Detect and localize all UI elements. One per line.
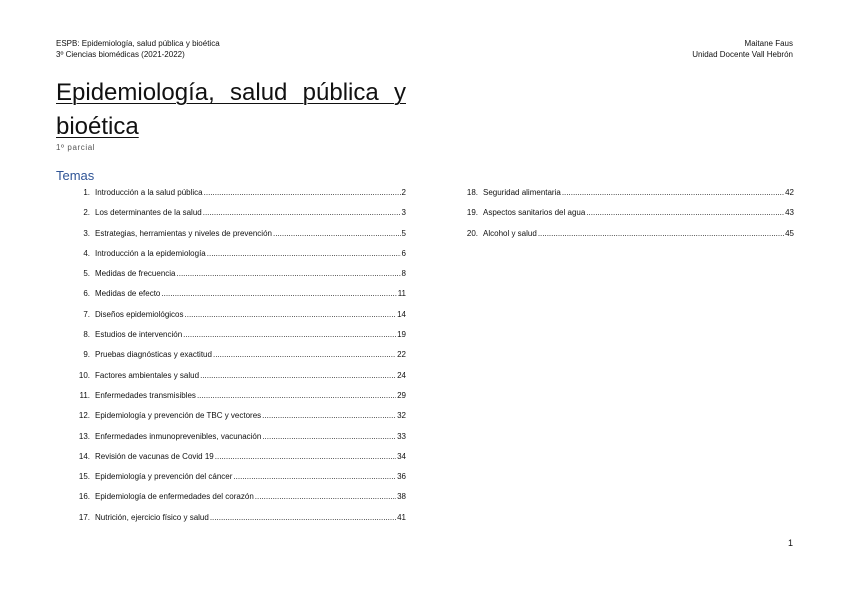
toc-leader-dots [200,370,396,381]
toc-entry-number: 17. [78,512,90,522]
toc-entry-number: 10. [78,370,90,380]
toc-entry-label: Alcohol y salud [483,228,537,238]
toc-entry[interactable] [70,309,406,329]
section-title: Temas [56,168,95,183]
header-right [692,38,793,60]
toc-entry[interactable] [70,471,406,491]
toc-entry-label: Enfermedades inmunoprevenibles, vacunación [95,431,262,441]
toc-entry-label: Introducción a la epidemiología [95,248,206,258]
toc-entry[interactable] [70,512,406,532]
toc-entry-number: 8. [83,330,90,340]
toc-entry[interactable] [70,248,406,268]
toc-entry-page: 29 [397,390,406,400]
toc-leader-dots [562,187,784,198]
toc-entry-label: Pruebas diagnósticas y exactitud [95,350,212,360]
toc-entry-label: Nutrición, ejercicio físico y salud [95,512,209,522]
toc-entry-label: Epidemiología de enfermedades del corazón [95,492,254,502]
toc-entry[interactable] [70,207,406,227]
toc-entry-number: 2. [83,208,90,218]
toc-entry-page: 6 [401,248,406,258]
toc-leader-dots [210,512,396,523]
toc-leader-dots [203,207,401,218]
toc-leader-dots [538,228,784,239]
toc-entry[interactable] [70,288,406,308]
toc-entry-page: 24 [397,370,406,380]
course-year: 3º Ciencias biomédicas (2021-2022) [56,50,185,59]
toc-entry-page: 2 [401,188,406,197]
toc-leader-dots [262,410,396,421]
toc-entry-label: Diseños epidemiológicos [95,309,184,319]
toc-leader-dots [197,390,396,401]
toc-entry-number: 6. [83,289,90,299]
toc-leader-dots [233,471,396,482]
toc-entry-number: 16. [78,492,90,502]
toc-entry-number: 18. [466,188,478,197]
toc-entry[interactable] [70,187,406,207]
toc-left-column [70,187,406,532]
toc-leader-dots [262,431,396,442]
toc-entry-page: 41 [397,512,406,522]
course-name: ESPB: Epidemiología, salud pública y bioética [56,39,220,48]
toc-leader-dots [177,268,401,279]
toc-entry-number: 12. [78,411,90,421]
toc-entry-page: 5 [401,228,406,238]
toc-entry-label: Medidas de efecto [95,289,161,299]
toc-entry-page: 33 [397,431,406,441]
toc-entry-page: 45 [785,228,794,238]
toc-entry-label: Introducción a la salud pública [95,188,203,197]
toc-entry-number: 1. [83,188,90,197]
toc-entry-number: 15. [78,472,90,482]
teaching-unit: Unidad Docente Vall Hebrón [692,50,793,59]
toc-leader-dots [185,309,397,320]
toc-entry-number: 4. [83,248,90,258]
toc-entry[interactable] [70,349,406,369]
toc-entry-number: 3. [83,228,90,238]
toc-entry[interactable] [70,390,406,410]
toc-entry-number: 20. [466,228,478,238]
toc-entry[interactable] [70,410,406,430]
toc-entry-label: Enfermedades transmisibles [95,390,196,400]
toc-entry-page: 11 [397,289,406,299]
toc-leader-dots [213,349,396,360]
toc-entry-page: 19 [397,330,406,340]
toc-entry-label: Revisión de vacunas de Covid 19 [95,451,214,461]
toc-entry-page: 8 [401,269,406,279]
toc-entry-number: 9. [83,350,90,360]
toc-entry-number: 19. [466,208,478,218]
toc-entry-label: Medidas de frecuencia [95,269,176,279]
toc-leader-dots [255,491,396,502]
toc-entry-number: 5. [83,269,90,279]
header-left [56,38,220,60]
toc-entry-label: Factores ambientales y salud [95,370,200,380]
toc-entry[interactable] [70,370,406,390]
toc-entry[interactable] [458,207,794,227]
toc-leader-dots [586,207,784,218]
toc-entry-label: Epidemiología y prevención de TBC y vectores [95,411,262,421]
toc-entry-page: 32 [397,411,406,421]
toc-leader-dots [207,248,401,259]
toc-entry-page: 14 [397,309,406,319]
document-subtitle: 1º parcial [56,143,96,152]
toc-entry-number: 11. [79,390,90,400]
toc-entry-page: 22 [397,350,406,360]
toc-entry-label: Los determinantes de la salud [95,208,202,218]
toc-entry-label: Estrategias, herramientas y niveles de prevención [95,228,272,238]
toc-entry-number: 14. [78,451,90,461]
toc-entry-label: Estudios de intervención [95,330,183,340]
toc-entry[interactable] [458,187,794,207]
toc-entry-label: Aspectos sanitarios del agua [483,208,586,218]
author-name: Maitane Faus [744,39,793,48]
toc-leader-dots [273,228,401,239]
toc-entry-number: 13. [78,431,90,441]
toc-entry[interactable] [70,491,406,511]
toc-entry-number: 7. [83,309,90,319]
page-number: 1 [787,538,793,548]
toc-leader-dots [161,288,396,299]
toc-leader-dots [204,187,401,198]
toc-entry-page: 3 [401,208,406,218]
document-title: Epidemiología, salud pública y bioética [56,79,406,140]
toc-leader-dots [183,329,396,340]
toc-entry[interactable] [70,431,406,451]
toc-leader-dots [215,451,396,462]
toc-entry-page: 43 [785,208,794,218]
toc-entry[interactable] [70,451,406,471]
toc-entry[interactable] [70,228,406,248]
toc-entry-label: Seguridad alimentaria [483,188,561,197]
toc-right-column [458,187,794,248]
toc-entry[interactable] [70,329,406,349]
toc-entry-page: 38 [397,492,406,502]
toc-entry[interactable] [70,268,406,288]
toc-entry-page: 42 [785,188,794,197]
toc-entry-page: 34 [397,451,406,461]
toc-entry-page: 36 [397,472,406,482]
toc-entry-label: Epidemiología y prevención del cáncer [95,472,233,482]
toc-entry[interactable] [458,228,794,248]
